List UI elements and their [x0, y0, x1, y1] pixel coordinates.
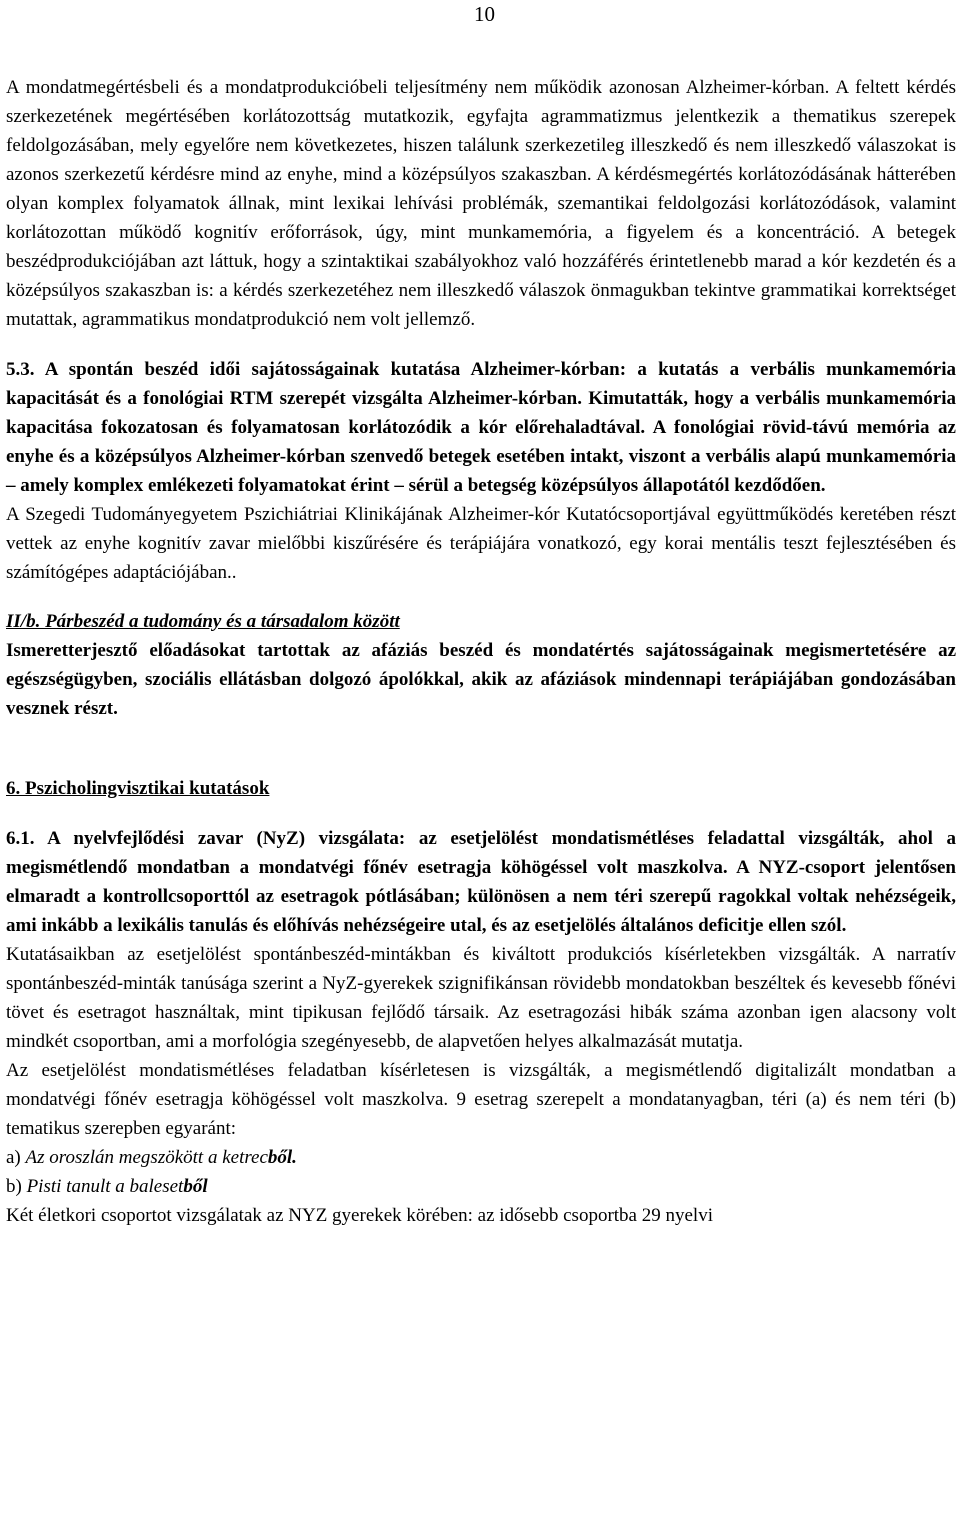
heading-iib-dialogue: II/b. Párbeszéd a tudomány és a társadalom között: [6, 611, 400, 632]
example-b-text: Pisti tanult a baleset: [26, 1176, 184, 1197]
paragraph-5-3-spontaneous-speech: 5.3. A spontán beszéd idői sajátosságainak kutatása Alzheimer-kórban: a kutatás a verbális munkamemória kapacitását és a fonológiai RTM szerepét vizsgálta Alzheimer-kórban. Kimutatták, hogy a verbális munkamemória kapacitása fokozatosan és folyamatosan korlátozódik a kór előrehaladtával. A fonológiai rövid-távú memória az enyhe és a középsúlyos Alzheimer-kórban szenvedő betegek esetében intakt, viszont a verbális alapú munkamemória – amely komplex emlékezeti folyamatokat érint – sérül a betegség középsúlyos állapotától kezdődően.: [6, 359, 956, 496]
paragraph-sentence-repetition-task: Az esetjelölést mondatismétléses feladatban kísérletesen is vizsgálták, a megismétlendő digitalizált mondatban a mondatvégi főnév esetragja köhögéssel volt maszkolva. 9 esetrag szerepelt a mondatanyagban, téri (a) és nem téri (b) tematikus szerepben egyaránt:: [6, 1060, 956, 1139]
paragraph-6-1-language-disorder: 6.1. A nyelvfejlődési zavar (NyZ) vizsgálata: az esetjelölést mondatismétléses feladattal vizsgálták, ahol a megismétlendő mondatban a mondatvégi főnév esetragja köhögéssel volt maszkolva. A NYZ-csoport jelentősen elmaradt a kontrollcsoporttól az esetragok pótlásában; különösen a nem téri szerepű ragokkal voltak nehézségeik, ami inkább a lexikális tanulás és előhívás nehézségeire utal, és az esetjelölés általános deficitje ellen szól.: [6, 828, 956, 936]
paragraph-alzheimer-sentence-comprehension: A mondatmegértésbeli és a mondatprodukcióbeli teljesítmény nem működik azonosan Alzheimer-kórban. A feltett kérdés szerkezetének megértésében korlátozottság mutatkozik, egyfajta agrammatizmus jelentkezik a thematikus szerepek feldolgozásában, mely egyelőre nem következetes, hiszen találunk szerkezetileg illeszkedő és nem illeszkedő válaszokat is azonos szerkezetű kérdésre mind az enyhe, mind a középsúlyos szakaszban. A kérdésmegértés korlátozódásának hátterében olyan komplex folyamatok állnak, mint lexikai lehívási problémák, szemantikai feldolgozási korlátozódások, valamint korlátozottan működő kognitív erőforrások, úgy, mint munkamemória, a figyelem és a koncentráció. A betegek beszédprodukciójában azt láttuk, hogy a szintaktikai szabályokhoz való hozzáférés érintetlenebb marad a kór kezdetén és a középsúlyos szakaszban is: a kérdés szerkezetéhez nem illeszkedő válaszok önmagukban tekintve grammatikai korrektséget mutattak, agrammatikus mondatprodukció nem volt jellemző.: [6, 77, 956, 330]
example-a-label: a): [6, 1147, 21, 1168]
paragraph-age-groups: Két életkori csoportot vizsgálatak az NYZ gyerekek körében: az idősebb csoportba 29 nyelvi: [6, 1205, 713, 1226]
paragraph-outreach-lectures: Ismeretterjesztő előadásokat tartottak az afáziás beszéd és mondatértés sajátosságainak megismertetésére az egészségügyben, szociális ellátásban dolgozó ápolókkal, akik az afáziások mindennapi terápiájában gondozásában vesznek részt.: [6, 640, 956, 719]
example-b: [6, 1172, 956, 1201]
page-number: 10: [474, 2, 495, 26]
paragraph-case-marking-research: Kutatásaikban az esetjelölést spontánbeszéd-mintákban és kiváltott produkciós kísérletekben vizsgálták. A narratív spontánbeszéd-minták tanúsága szerint a NyZ-gyerekek szignifikánsan rövidebb mondatokban beszéltek és kevesebb főnévi tövet és esetragot használtak, mint tipikusan fejlődő társaik. Az esetragozási hibák száma azonban igen alacsony volt mindkét csoportban, ami a morfológia szegényesebb, de alapvetően helyes alkalmazását mutatja.: [6, 944, 956, 1052]
page-content: [6, 73, 956, 1230]
example-b-label: b): [6, 1176, 22, 1197]
example-a-suffix: ből.: [267, 1147, 297, 1168]
example-a: [6, 1143, 956, 1172]
example-b-suffix: ből: [183, 1176, 208, 1197]
heading-6-psycholinguistics: 6. Pszicholingvisztikai kutatások: [6, 778, 270, 799]
example-a-text: Az oroszlán megszökött a ketrec: [25, 1147, 268, 1168]
paragraph-szeged-collaboration: A Szegedi Tudományegyetem Pszichiátriai Klinikájának Alzheimer-kór Kutatócsoportjával együttműködés keretében részt vettek az enyhe kognitív zavar mielőbbi kiszűrésére és terápiájára vonatkozó, egy korai mentális teszt fejlesztésében és számítógépes adaptációjában..: [6, 504, 956, 583]
